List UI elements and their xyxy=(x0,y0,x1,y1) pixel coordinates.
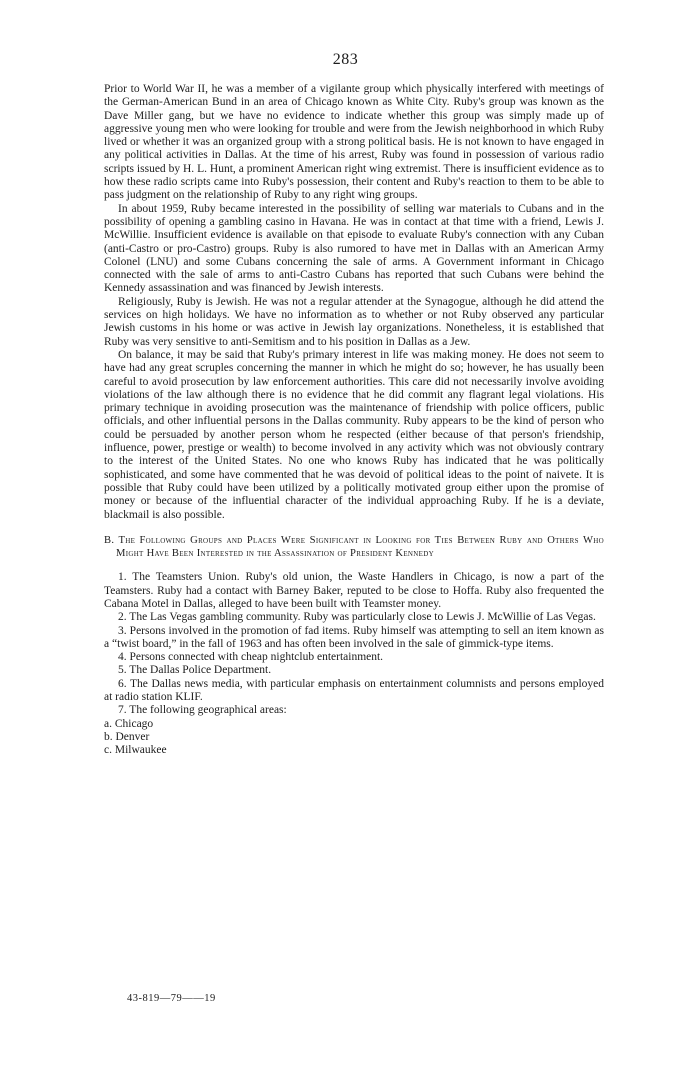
list-item: 5. The Dallas Police Department. xyxy=(118,664,272,677)
list-item: 4. Persons connected with cheap nightclub entertainment. xyxy=(118,651,384,664)
paragraph-character-assessment: On balance, it may be said that Ruby's primary interest in life was making money. He does not seem to have had any great scruples concerning the manner in which he might do so; however, he has usually been careful to avoid prosecution by law enforcement authorities. This care did not necessarily involve avoiding violations of the law although there is no evidence that he did commit any flagrant legal violations. His primary technique in avoiding prosecution was the maintenance of friendship with police officers, public officials, and other influential persons in the Dallas community. Ruby appears to be the kind of person who could be persuaded by another person whom he respected (either because of that person's friendship, influence, power, prestige or wealth) to become involved in any activity which was not obviously contrary to the interest of the United States. No one who knows Ruby has indicated that he was politically sophisticated, and some have commented that he was devoid of political ideas to the point of naivete. It is possible that Ruby could have been utilized by a politically motivated group either upon the promise of money or because of the influential character of the individual approaching Ruby. If he is a deviate, blackmail is also possible. xyxy=(104,348,604,521)
list-item: 6. The Dallas news media, with particular emphasis on entertainment columnists and persons employed at radio station KLIF. xyxy=(104,677,604,704)
list-item: 2. The Las Vegas gambling community. Ruby was particularly close to Lewis J. McWillie of Las Vegas. xyxy=(118,611,596,624)
print-code-footer: 43-819—79——19 xyxy=(127,993,216,1004)
document-body xyxy=(104,83,604,758)
groups-list xyxy=(104,571,604,757)
section-heading: B. The Following Groups and Places Were Significant in Looking for Ties Between Ruby and Others Who Might Have Been Interested in the Assassination of President Kennedy xyxy=(104,534,604,560)
sub-list-item: b. Denver xyxy=(104,730,150,743)
paragraph-cuba-arms: In about 1959, Ruby became interested in the possibility of selling war materials to Cubans and in the possibility of opening a gambling casino in Havana. He was in contact at that time with a friend, Lewis J. McWillie. Insufficient evidence is available on that episode to evaluate Ruby's connection with any Cuban (anti-Castro or pro-Castro) groups. Ruby is also rumored to have met in Dallas with an American Army Colonel (LNU) and some Cubans concerning the sale of arms. A Government informant in Chicago connected with the sale of arms to anti-Castro Cubans has reported that such Cubans were behind the Kennedy assassination and was financed by Jewish interests. xyxy=(104,202,604,295)
sub-list-item: a. Chicago xyxy=(104,717,154,730)
list-item: 1. The Teamsters Union. Ruby's old union, the Waste Handlers in Chicago, is now a part of the Teamsters. Ruby had a contact with Barney Baker, reputed to be close to Hoffa. Ruby also frequented the Cabana Motel in Dallas, alleged to have been built with Teamster money. xyxy=(104,571,604,610)
page-number: 283 xyxy=(332,51,359,68)
list-item: 3. Persons involved in the promotion of fad items. Ruby himself was attempting to sell an item known as a “twist board,” in the fall of 1963 and has often been involved in the sale of gimmick-type items. xyxy=(104,624,604,650)
sub-list-item: c. Milwaukee xyxy=(104,744,167,757)
paragraph-religion: Religiously, Ruby is Jewish. He was not a regular attender at the Synagogue, although he did attend the services on high holidays. We have no information as to whether or not Ruby observed any particular Jewish customs in his home or was active in Jewish lay organizations. Nonetheless, it is established that Ruby was very sensitive to anti-Semitism and to his position in Dallas as a Jew. xyxy=(104,295,604,348)
paragraph-political-background: Prior to World War II, he was a member of a vigilante group which physically interfered with meetings of the German-American Bund in an area of Chicago known as White City. Ruby's group was known as the Dave Miller gang, but we have no evidence to indicate whether this group was simply made up of aggressive young men who were looking for trouble and were from the Jewish neighborhood in which Ruby lived or whether it was an organized group with a strong political basis. He is not known to have engaged in any political activities in Dallas. At the time of his arrest, Ruby was found in possession of various radio scripts issued by H. L. Hunt, a prominent American right wing extremist. There is insufficient evidence as to how these radio scripts came into Ruby's possession, their content and Ruby's reaction to them to be able to pass judgment on the relationship of Ruby to any right wing groups. xyxy=(104,83,604,202)
list-item: 7. The following geographical areas: xyxy=(118,704,287,717)
